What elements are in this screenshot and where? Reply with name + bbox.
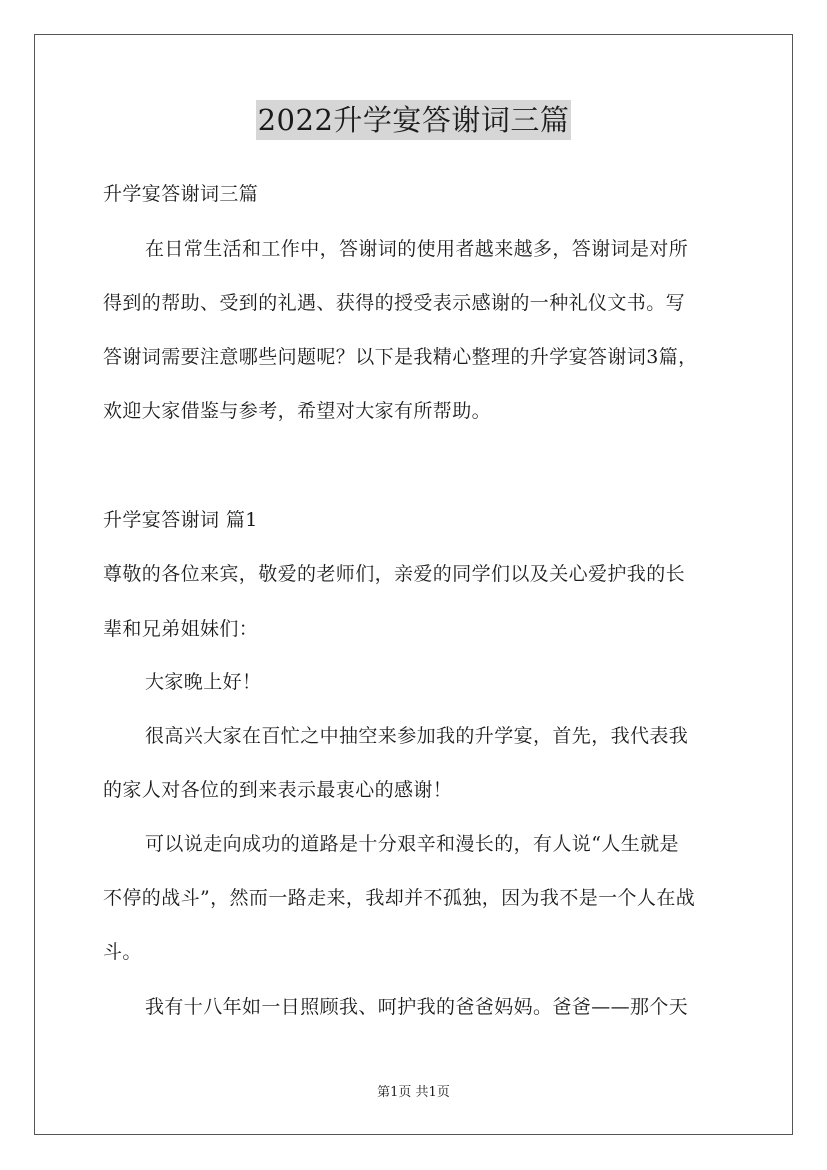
body-line-3: 大家晚上好！ <box>145 671 262 693</box>
body-line-8: 斗。 <box>103 941 142 963</box>
body-line-5: 的家人对各位的到来表示最衷心的感谢！ <box>103 779 453 801</box>
body-line-6: 可以说走向成功的道路是十分艰辛和漫长的，有人说“人生就是 <box>145 833 679 855</box>
body-line-9: 我有十八年如一日照顾我、呵护我的爸爸妈妈。爸爸——那个天 <box>145 996 689 1018</box>
intro-line-4: 欢迎大家借鉴与参考，希望对大家有所帮助。 <box>103 400 492 422</box>
section-heading: 升学宴答谢词 篇1 <box>103 509 258 531</box>
body-line-1: 尊敬的各位来宾，敬爱的老师们，亲爱的同学们以及关心爱护我的长 <box>103 563 686 585</box>
subtitle: 升学宴答谢词三篇 <box>103 183 259 205</box>
document-title: 2022升学宴答谢词三篇 <box>256 100 572 140</box>
body-line-7: 不停的战斗”，然而一路走来，我却并不孤独，因为我不是一个人在战 <box>103 887 696 909</box>
intro-line-2: 得到的帮助、受到的礼遇、获得的授受表示感谢的一种礼仪文书。写 <box>103 292 686 314</box>
title-container <box>0 100 827 140</box>
page-footer: 第1页 共1页 <box>377 1085 450 1100</box>
intro-line-1: 在日常生活和工作中，答谢词的使用者越来越多，答谢词是对所 <box>145 238 689 260</box>
body-line-4: 很高兴大家在百忙之中抽空来参加我的升学宴，首先，我代表我 <box>145 725 689 747</box>
intro-line-3: 答谢词需要注意哪些问题呢？以下是我精心整理的升学宴答谢词3篇， <box>103 346 698 368</box>
body-line-2: 辈和兄弟姐妹们： <box>103 618 259 640</box>
